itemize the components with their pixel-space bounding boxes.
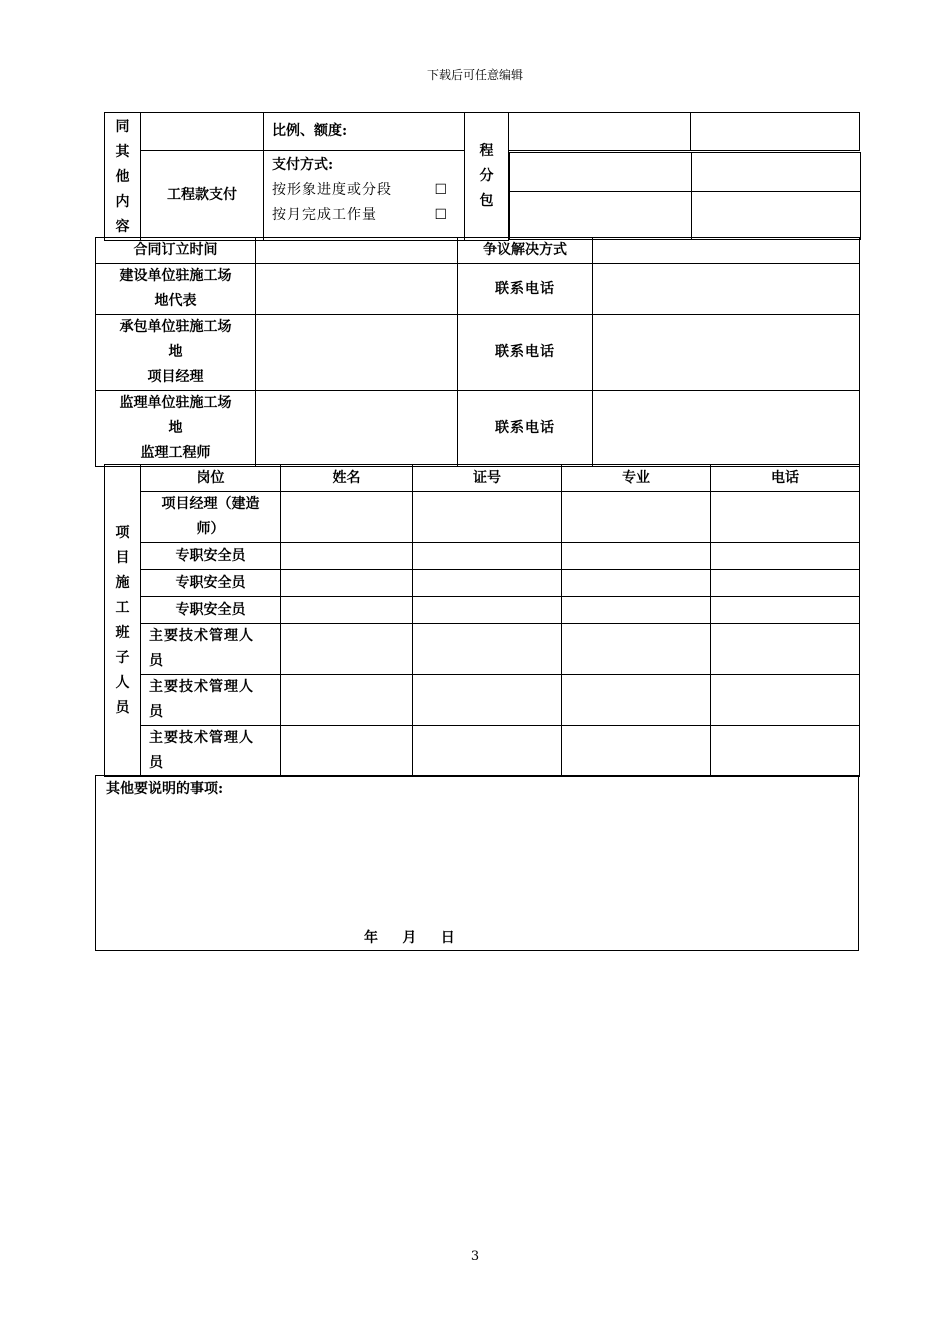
- team-cell[interactable]: [281, 597, 413, 624]
- team-cell[interactable]: [562, 492, 711, 543]
- col-header-specialty: 专业: [562, 465, 711, 492]
- payment-option-progress: [272, 178, 464, 203]
- team-cell[interactable]: [281, 726, 413, 777]
- team-cell[interactable]: [281, 543, 413, 570]
- subcontract-cell[interactable]: [510, 191, 692, 239]
- contract-date-label: 合同订立时间: [96, 238, 256, 264]
- project-team-table: [104, 464, 860, 777]
- col-header-name: 姓名: [281, 465, 413, 492]
- subcontract-label: 程 分 包: [465, 113, 509, 241]
- subcontract-cell[interactable]: [509, 113, 691, 151]
- team-row-position: 主要技术管理人 员: [141, 624, 281, 675]
- team-cell[interactable]: [711, 675, 860, 726]
- subcontract-cell[interactable]: [692, 191, 861, 239]
- owner-rep-label: 建设单位驻施工场 地代表: [96, 264, 256, 315]
- team-cell[interactable]: [562, 597, 711, 624]
- team-cell[interactable]: [711, 543, 860, 570]
- other-content-label: 同 其 他 内 容: [105, 113, 141, 241]
- supervisor-phone-value[interactable]: [593, 391, 860, 467]
- payment-label: 工程款支付: [141, 151, 264, 241]
- ratio-amount-label: 比例、额度:: [264, 113, 465, 151]
- team-cell[interactable]: [413, 543, 562, 570]
- team-cell[interactable]: [711, 726, 860, 777]
- team-cell[interactable]: [562, 675, 711, 726]
- team-cell[interactable]: [281, 570, 413, 597]
- owner-phone-value[interactable]: [593, 264, 860, 315]
- team-cell[interactable]: [413, 492, 562, 543]
- other-notes-table: [95, 775, 859, 951]
- checkbox-icon[interactable]: ☐: [434, 207, 448, 224]
- team-row-position: 主要技术管理人 员: [141, 675, 281, 726]
- supervisor-value[interactable]: [256, 391, 458, 467]
- contract-other-content-table: [104, 112, 860, 241]
- team-row-position: 专职安全员: [141, 543, 281, 570]
- subcontract-cell[interactable]: [692, 152, 861, 191]
- team-row-position: 主要技术管理人 员: [141, 726, 281, 777]
- payment-option-monthly: [272, 203, 464, 228]
- team-side-label: 项 目 施 工 班 子 人 员: [105, 465, 141, 777]
- other-notes-cell[interactable]: [96, 776, 859, 951]
- col-header-position: 岗位: [141, 465, 281, 492]
- option-progress-text: 按形象进度或分段: [272, 182, 392, 199]
- owner-rep-value[interactable]: [256, 264, 458, 315]
- team-cell[interactable]: [413, 597, 562, 624]
- contractor-pm-value[interactable]: [256, 315, 458, 391]
- team-cell[interactable]: [562, 624, 711, 675]
- team-row-position: 项目经理（建造 师）: [141, 492, 281, 543]
- dispute-label: 争议解决方式: [458, 238, 593, 264]
- team-cell[interactable]: [281, 492, 413, 543]
- dispute-value[interactable]: [593, 238, 860, 264]
- team-cell[interactable]: [281, 624, 413, 675]
- subcontract-cell[interactable]: [691, 113, 860, 151]
- supervisor-label: 监理单位驻施工场 地 监理工程师: [96, 391, 256, 467]
- other-notes-label: 其他要说明的事项:: [106, 781, 224, 797]
- team-cell[interactable]: [562, 543, 711, 570]
- col-header-cert: 证号: [413, 465, 562, 492]
- payment-method-label: 支付方式:: [272, 157, 334, 174]
- supervisor-phone-label: 联系电话: [458, 391, 593, 467]
- payment-method-cell: [264, 151, 465, 241]
- team-cell[interactable]: [413, 675, 562, 726]
- team-cell[interactable]: [413, 726, 562, 777]
- contract-date-value[interactable]: [256, 238, 458, 264]
- contractor-phone-value[interactable]: [593, 315, 860, 391]
- contract-info-table: [95, 237, 860, 467]
- checkbox-icon[interactable]: ☐: [434, 182, 448, 199]
- owner-phone-label: 联系电话: [458, 264, 593, 315]
- subcontract-split-cell: [509, 151, 860, 241]
- col-header-phone: 电话: [711, 465, 860, 492]
- team-cell[interactable]: [711, 624, 860, 675]
- team-cell[interactable]: [562, 726, 711, 777]
- team-cell[interactable]: [711, 492, 860, 543]
- team-cell[interactable]: [413, 570, 562, 597]
- team-row-position: 专职安全员: [141, 570, 281, 597]
- page-header: 下载后可任意编辑: [426, 68, 523, 82]
- notes-date: 年 月 日: [364, 930, 455, 946]
- contractor-phone-label: 联系电话: [458, 315, 593, 391]
- empty-cell: [141, 113, 264, 151]
- team-cell[interactable]: [413, 624, 562, 675]
- team-cell[interactable]: [281, 675, 413, 726]
- page-number: 3: [470, 1249, 480, 1264]
- team-cell[interactable]: [711, 597, 860, 624]
- option-monthly-text: 按月完成工作量: [272, 207, 377, 224]
- team-cell[interactable]: [562, 570, 711, 597]
- contractor-pm-label: 承包单位驻施工场 地 项目经理: [96, 315, 256, 391]
- team-row-position: 专职安全员: [141, 597, 281, 624]
- subcontract-cell[interactable]: [510, 152, 692, 191]
- team-cell[interactable]: [711, 570, 860, 597]
